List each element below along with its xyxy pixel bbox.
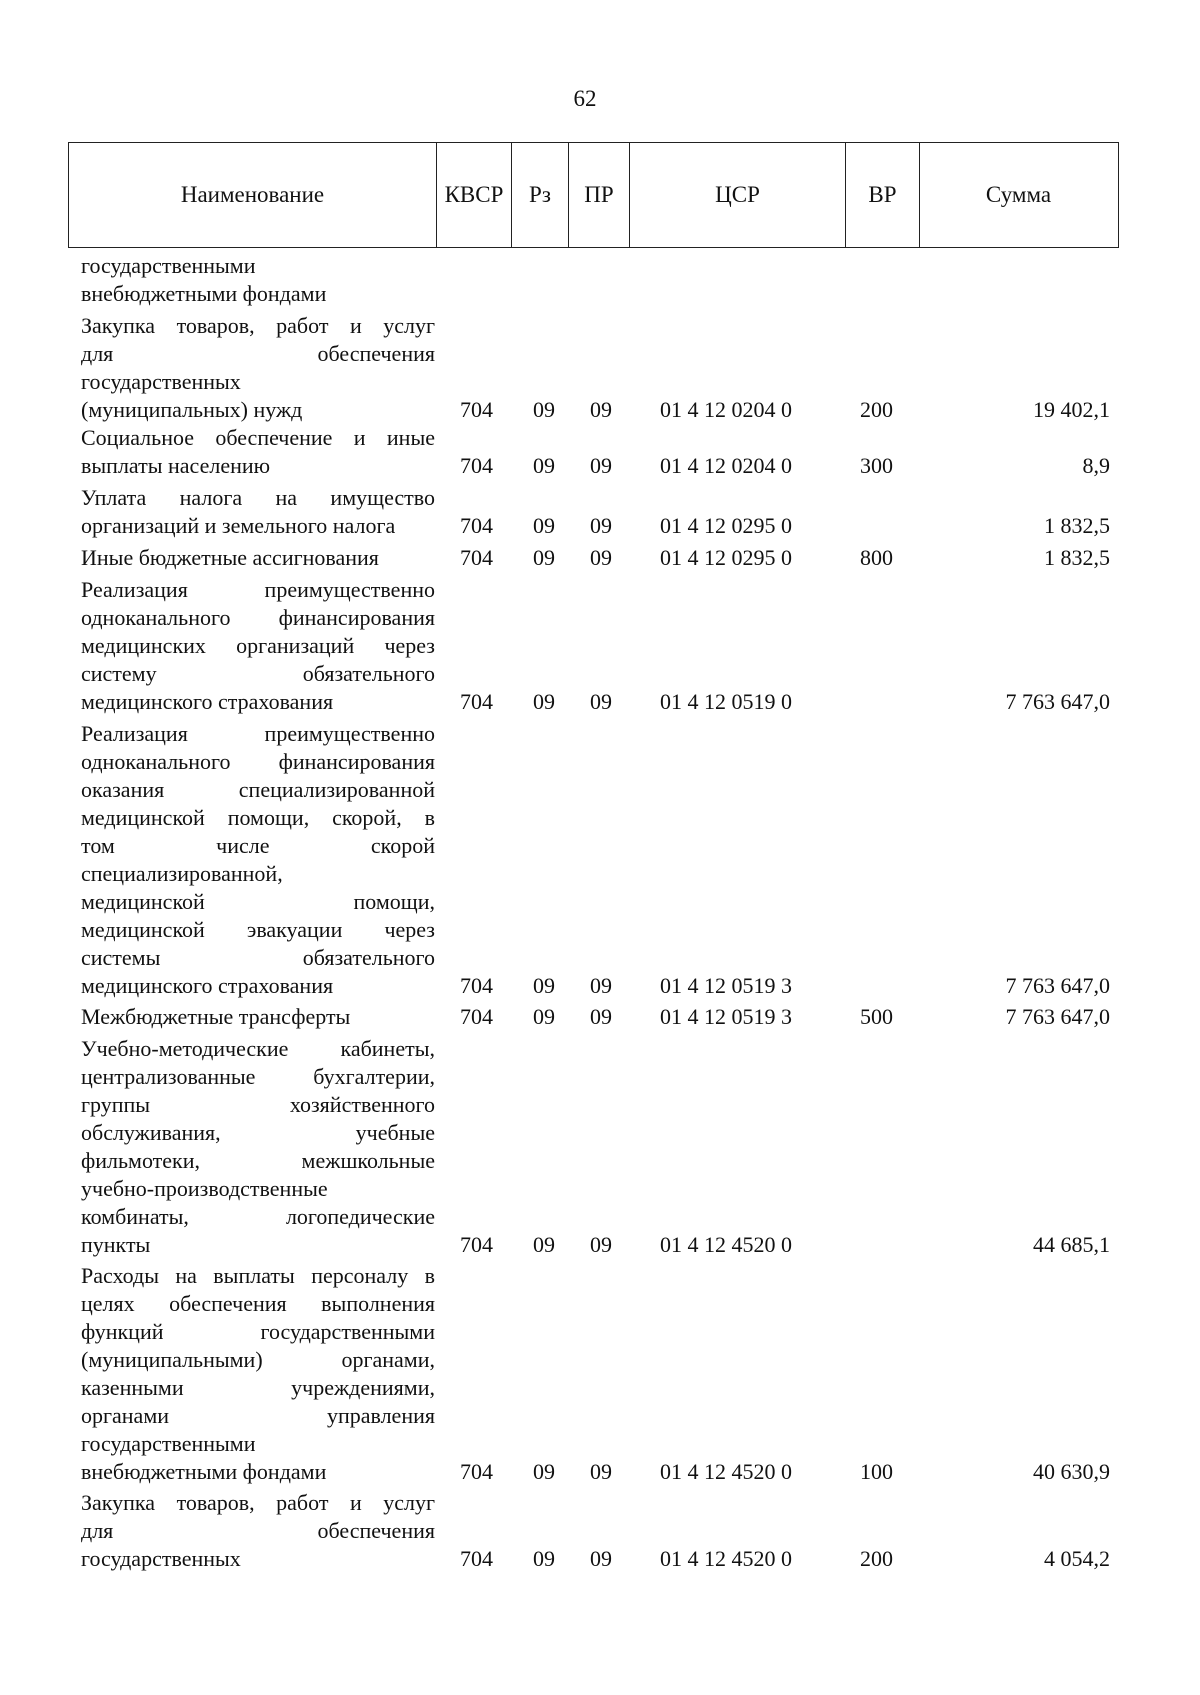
row-name-line: государственных [81,1546,241,1571]
row-name [81,1262,435,1486]
table-row [0,1035,1200,1259]
row-kvsr: 704 [460,545,493,570]
table-row [0,424,1200,480]
row-name-line: медицинской помощи, скорой, в [81,805,435,830]
row-pr: 09 [590,453,612,478]
row-name-line: государственными [81,253,256,278]
row-name-line: (муниципальными) органами, [81,1347,435,1372]
row-name-line: органами управления [81,1403,435,1428]
row-rz: 09 [533,1232,555,1257]
row-kvsr: 704 [460,973,493,998]
row-csr: 01 4 12 0204 0 [660,453,792,478]
row-name-line: пункты [81,1232,151,1257]
table-row [0,312,1200,424]
table-row [0,576,1200,716]
row-name-line: Реализация преимущественно [81,577,435,602]
row-sum: 1 832,5 [1044,545,1110,570]
row-csr: 01 4 12 4520 0 [660,1232,792,1257]
row-kvsr: 704 [460,1546,493,1571]
table-row [0,720,1200,1000]
row-name-line: учебно-производственные [81,1176,328,1201]
table-row [0,1003,1200,1031]
table-row [0,1489,1200,1573]
row-kvsr: 704 [460,1232,493,1257]
row-name [81,544,435,572]
row-csr: 01 4 12 4520 0 [660,1459,792,1484]
row-name [81,424,435,480]
row-pr: 09 [590,1004,612,1029]
row-name-line: оказания специализированной [81,777,435,802]
row-name [81,1003,435,1031]
row-sum: 19 402,1 [1033,397,1110,422]
row-name-line: комбинаты, логопедические [81,1204,435,1229]
row-vr: 300 [860,453,893,478]
row-name-line: Межбюджетные трансферты [81,1004,351,1029]
page-number: 62 [573,86,597,111]
table-row [0,544,1200,572]
row-name-line: Учебно-методические кабинеты, [81,1036,435,1061]
row-pr: 09 [590,973,612,998]
row-name [81,1489,435,1573]
row-csr: 01 4 12 0519 3 [660,973,792,998]
row-kvsr: 704 [460,1459,493,1484]
row-name-line: Иные бюджетные ассигнования [81,545,379,570]
row-csr: 01 4 12 0519 0 [660,689,792,714]
row-name-line: Реализация преимущественно [81,721,435,746]
row-kvsr: 704 [460,689,493,714]
row-name-line: организаций и земельного налога [81,513,396,538]
row-name-line: Закупка товаров, работ и услуг [81,1490,435,1515]
header-kvsr: КВСР [436,143,511,247]
row-vr: 100 [860,1459,893,1484]
row-csr: 01 4 12 0204 0 [660,397,792,422]
row-name [81,576,435,716]
row-pr: 09 [590,1546,612,1571]
row-name-line: внебюджетными фондами [81,281,327,306]
row-name-line: Расходы на выплаты персоналу в [81,1263,435,1288]
row-name-line: фильмотеки, межшкольные [81,1148,435,1173]
row-pr: 09 [590,1232,612,1257]
row-name-line: медицинского страхования [81,973,334,998]
header-rz: Рз [511,143,568,247]
row-vr: 800 [860,545,893,570]
row-name-line: целях обеспечения выполнения [81,1291,435,1316]
header-vr: ВР [845,143,919,247]
row-rz: 09 [533,973,555,998]
row-csr: 01 4 12 0295 0 [660,513,792,538]
row-pr: 09 [590,689,612,714]
row-pr: 09 [590,1459,612,1484]
row-rz: 09 [533,397,555,422]
row-sum: 8,9 [1082,453,1110,478]
row-pr: 09 [590,545,612,570]
row-name-line: Уплата налога на имущество [81,485,435,510]
row-name-line: том числе скорой [81,833,435,858]
row-sum: 40 630,9 [1033,1459,1110,1484]
row-name-line: внебюджетными фондами [81,1459,327,1484]
row-name [81,720,435,1000]
row-name-line: Социальное обеспечение и иные [81,425,435,450]
table-row [0,252,1200,308]
row-rz: 09 [533,453,555,478]
table-row [0,1262,1200,1486]
row-name-line: для обеспечения [81,341,435,366]
row-name [81,1035,435,1259]
row-name-line: выплаты населению [81,453,271,478]
row-rz: 09 [533,545,555,570]
row-name-line: медицинского страхования [81,689,334,714]
row-name-line: (муниципальных) нужд [81,397,303,422]
row-pr: 09 [590,397,612,422]
row-name-line: обслуживания, учебные [81,1120,435,1145]
row-vr: 500 [860,1004,893,1029]
row-name-line: одноканального финансирования [81,749,435,774]
row-name-line: медицинских организаций через [81,633,435,658]
row-name-line: медицинской помощи, [81,889,435,914]
row-csr: 01 4 12 0295 0 [660,545,792,570]
row-sum: 7 763 647,0 [1005,1004,1110,1029]
row-kvsr: 704 [460,453,493,478]
row-name-line: одноканального финансирования [81,605,435,630]
row-name-line: системы обязательного [81,945,435,970]
row-kvsr: 704 [460,1004,493,1029]
header-sum: Сумма [919,143,1117,247]
row-name-line: Закупка товаров, работ и услуг [81,313,435,338]
row-kvsr: 704 [460,513,493,538]
row-rz: 09 [533,1459,555,1484]
table-header [68,142,1119,248]
row-name-line: функций государственными [81,1319,435,1344]
row-rz: 09 [533,513,555,538]
row-name-line: государственными [81,1431,256,1456]
row-name-line: систему обязательного [81,661,435,686]
row-rz: 09 [533,1004,555,1029]
row-name-line: для обеспечения [81,1518,435,1543]
header-csr: ЦСР [629,143,845,247]
row-name-line: централизованные бухгалтерии, [81,1064,435,1089]
row-pr: 09 [590,513,612,538]
row-vr: 200 [860,397,893,422]
row-name-line: медицинской эвакуации через [81,917,435,942]
row-name [81,484,435,540]
row-name [81,312,435,424]
row-sum: 7 763 647,0 [1005,973,1110,998]
row-vr: 200 [860,1546,893,1571]
row-name-line: специализированной, [81,861,283,886]
row-sum: 4 054,2 [1044,1546,1110,1571]
row-rz: 09 [533,689,555,714]
row-name-line: государственных [81,369,241,394]
row-name [81,252,435,308]
row-kvsr: 704 [460,397,493,422]
header-name: Наименование [180,182,325,207]
row-sum: 1 832,5 [1044,513,1110,538]
row-rz: 09 [533,1546,555,1571]
row-sum: 44 685,1 [1033,1232,1110,1257]
row-name-line: казенными учреждениями, [81,1375,435,1400]
row-name-line: группы хозяйственного [81,1092,435,1117]
row-csr: 01 4 12 4520 0 [660,1546,792,1571]
row-csr: 01 4 12 0519 3 [660,1004,792,1029]
table-row [0,484,1200,540]
header-pr: ПР [568,143,629,247]
row-sum: 7 763 647,0 [1005,689,1110,714]
